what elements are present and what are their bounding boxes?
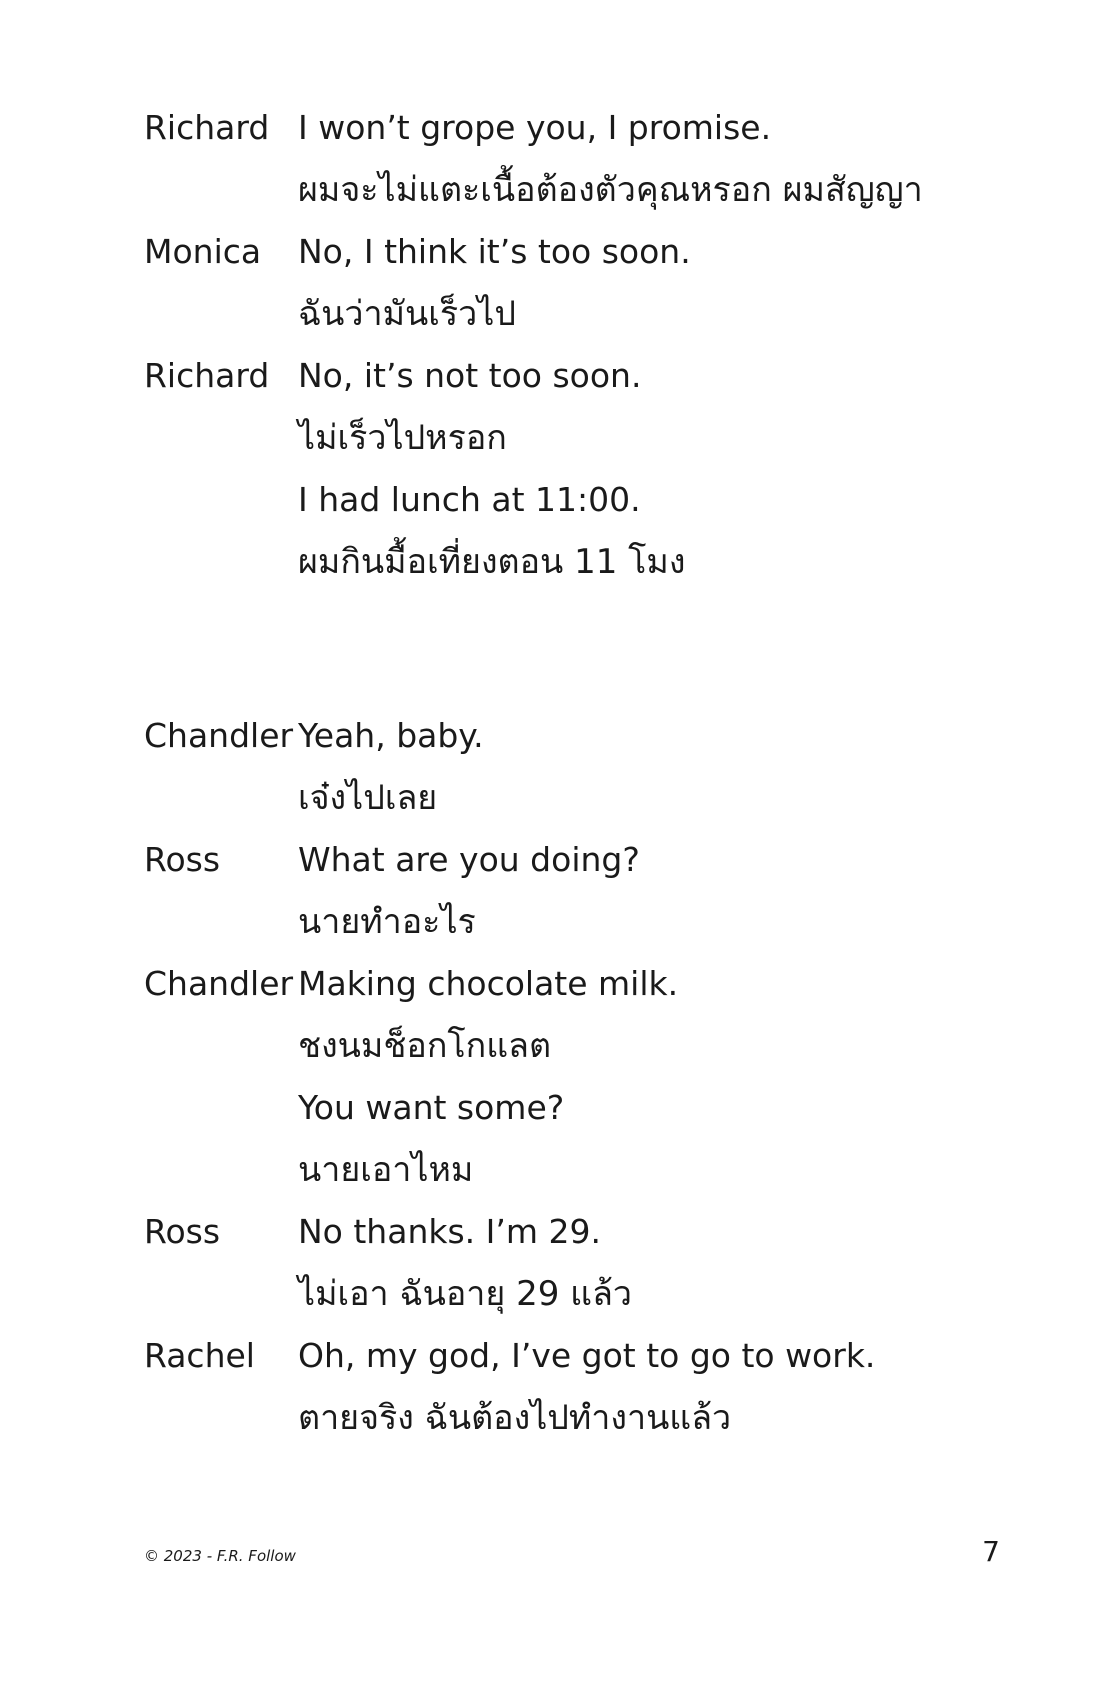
speaker-name: Monica bbox=[144, 232, 262, 271]
translation-line bbox=[0, 532, 1100, 592]
dialogue-line bbox=[0, 1202, 1100, 1262]
translation-line bbox=[0, 1016, 1100, 1076]
english-line: No, I think it’s too soon. bbox=[298, 232, 691, 271]
thai-translation: นายทำอะไร bbox=[298, 902, 476, 942]
thai-translation: ตายจริง ฉันต้องไปทำงานแล้ว bbox=[298, 1398, 732, 1438]
dialogue-line bbox=[0, 1326, 1100, 1386]
english-line: I had lunch at 11:00. bbox=[298, 480, 641, 519]
speaker-name: Chandler bbox=[144, 964, 294, 1003]
dialogue-line bbox=[0, 1078, 1100, 1138]
speaker-name: Richard bbox=[144, 108, 270, 147]
dialogue-line bbox=[0, 98, 1100, 158]
page-number: 7 bbox=[982, 1535, 1000, 1568]
translation-line bbox=[0, 892, 1100, 952]
thai-translation: ฉันว่ามันเร็วไป bbox=[298, 294, 516, 334]
translation-line bbox=[0, 160, 1100, 220]
english-line: What are you doing? bbox=[298, 840, 640, 879]
copyright-notice: © 2023 - F.R. Follow bbox=[144, 1547, 296, 1565]
english-line: Oh, my god, I’ve got to go to work. bbox=[298, 1336, 876, 1375]
translation-line bbox=[0, 284, 1100, 344]
dialogue-line bbox=[0, 346, 1100, 406]
speaker-name: Richard bbox=[144, 356, 270, 395]
thai-translation: ไม่เร็วไปหรอก bbox=[298, 418, 507, 458]
dialogue-line bbox=[0, 222, 1100, 282]
speaker-name: Rachel bbox=[144, 1336, 255, 1375]
english-line: Yeah, baby. bbox=[298, 716, 484, 755]
translation-line bbox=[0, 1388, 1100, 1448]
translation-line bbox=[0, 408, 1100, 468]
dialogue-line bbox=[0, 706, 1100, 766]
thai-translation: นายเอาไหม bbox=[298, 1150, 474, 1190]
speaker-name: Chandler bbox=[144, 716, 294, 755]
english-line: No thanks. I’m 29. bbox=[298, 1212, 601, 1251]
translation-line bbox=[0, 1264, 1100, 1324]
thai-translation: ไม่เอา ฉันอายุ 29 แล้ว bbox=[298, 1274, 633, 1314]
thai-translation: ผมกินมื้อเที่ยงตอน 11 โมง bbox=[298, 542, 686, 582]
translation-line bbox=[0, 1140, 1100, 1200]
thai-translation: ชงนมช็อกโกแลต bbox=[298, 1026, 552, 1066]
english-line: No, it’s not too soon. bbox=[298, 356, 642, 395]
speaker-name: Ross bbox=[144, 1212, 221, 1251]
english-line: I won’t grope you, I promise. bbox=[298, 108, 772, 147]
english-line: Making chocolate milk. bbox=[298, 964, 679, 1003]
dialogue-line bbox=[0, 470, 1100, 530]
english-line: You want some? bbox=[298, 1088, 565, 1127]
speaker-name: Ross bbox=[144, 840, 221, 879]
dialogue-line bbox=[0, 954, 1100, 1014]
translation-line bbox=[0, 768, 1100, 828]
thai-translation: ผมจะไม่แตะเนื้อต้องตัวคุณหรอก ผมสัญญา bbox=[298, 170, 923, 210]
thai-translation: เจ๋งไปเลย bbox=[298, 778, 438, 818]
dialogue-line bbox=[0, 830, 1100, 890]
